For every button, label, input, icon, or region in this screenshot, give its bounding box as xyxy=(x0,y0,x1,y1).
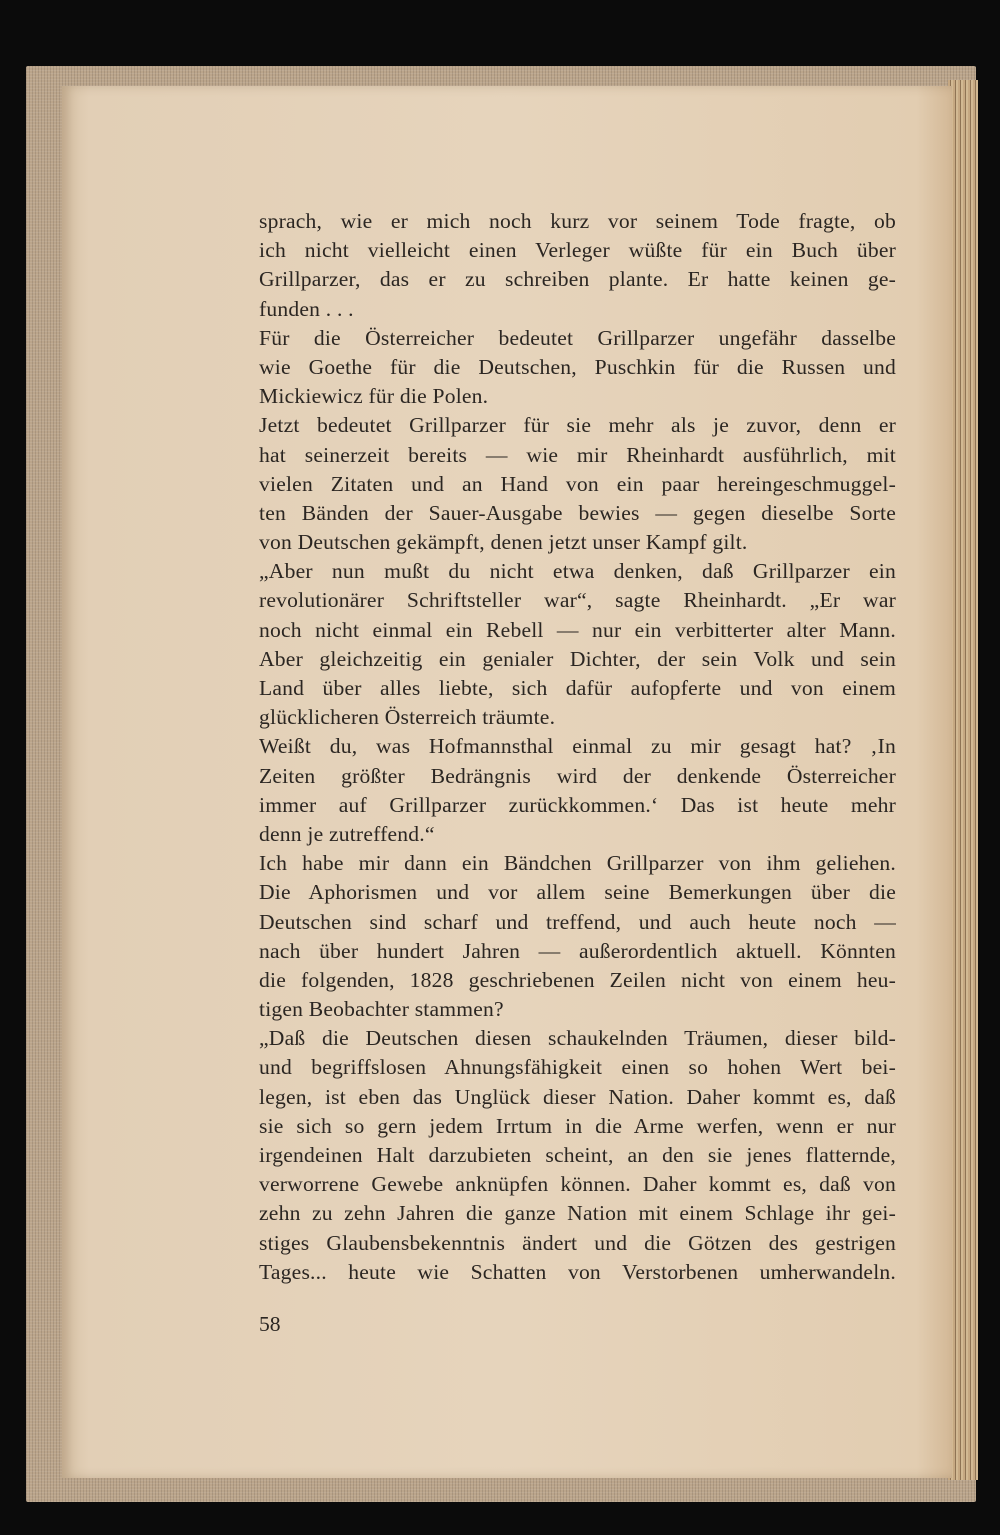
text-line: Deutschen sind scharf und treffend, und auch heute noch — xyxy=(259,909,896,934)
text-line: glücklicheren Österreich träumte. xyxy=(259,705,556,730)
body-text xyxy=(259,207,896,1287)
text-line: revolutionärer Schriftsteller war“, sagte Rheinhardt. „Er war xyxy=(259,588,896,613)
text-line: die folgenden, 1828 geschriebenen Zeilen nicht von einem heu- xyxy=(259,967,896,992)
text-line: funden . . . xyxy=(259,296,354,321)
text-line: hat seinerzeit bereits — wie mir Rheinhardt ausführlich, mit xyxy=(259,442,896,467)
text-line: Ich habe mir dann ein Bändchen Grillparzer von ihm geliehen. xyxy=(259,851,896,876)
text-line: Für die Österreicher bedeutet Grillparzer ungefähr dasselbe xyxy=(259,325,896,350)
text-line: Tages... heute wie Schatten von Verstorbenen umherwandeln. xyxy=(259,1259,896,1284)
text-line: und begriffslosen Ahnungsfähigkeit einen so hohen Wert bei- xyxy=(259,1055,896,1080)
text-line: verworrene Gewebe anknüpfen können. Daher kommt es, daß von xyxy=(259,1172,896,1197)
text-line: Jetzt bedeutet Grillparzer für sie mehr als je zuvor, denn er xyxy=(259,413,896,438)
text-line: irgendeinen Halt darzubieten scheint, an den sie jenes flatternde, xyxy=(259,1143,896,1167)
text-line: Die Aphorismen und vor allem seine Bemerkungen über die xyxy=(259,880,896,905)
text-line: Grillparzer, das er zu schreiben plante. Er hatte keinen ge- xyxy=(259,267,896,292)
text-line: noch nicht einmal ein Rebell — nur ein verbitterter alter Mann. xyxy=(259,617,896,642)
text-line: wie Goethe für die Deutschen, Puschkin für die Russen und xyxy=(259,354,896,379)
page-edges xyxy=(948,80,978,1480)
text-line: sprach, wie er mich noch kurz vor seinem Tode fragte, ob xyxy=(259,209,896,233)
text-line: ich nicht vielleicht einen Verleger wüßte für ein Buch über xyxy=(259,238,896,263)
text-line: ten Bänden der Sauer-Ausgabe bewies — gegen dieselbe Sorte xyxy=(259,500,896,525)
text-line: vielen Zitaten und an Hand von ein paar hereingeschmuggel- xyxy=(259,471,896,496)
text-line: legen, ist eben das Unglück dieser Nation. Daher kommt es, daß xyxy=(259,1084,896,1109)
text-line: stiges Glaubensbekenntnis ändert und die Götzen des gestrigen xyxy=(259,1230,896,1255)
text-line: „Daß die Deutschen diesen schaukelnden Träumen, dieser bild- xyxy=(259,1026,896,1051)
text-line: „Aber nun mußt du nicht etwa denken, daß Grillparzer ein xyxy=(259,559,896,584)
text-line: nach über hundert Jahren — außerordentlich aktuell. Könnten xyxy=(259,938,896,963)
text-line: Zeiten größter Bedrängnis wird der denkende Österreicher xyxy=(259,763,896,788)
text-line: denn je zutreffend.“ xyxy=(259,821,435,846)
text-line: zehn zu zehn Jahren die ganze Nation mit einem Schlage ihr gei- xyxy=(259,1201,896,1226)
text-line: tigen Beobachter stammen? xyxy=(259,997,504,1022)
text-line: sie sich so gern jedem Irrtum in die Arme werfen, wenn er nur xyxy=(259,1113,896,1138)
text-line: Aber gleichzeitig ein genialer Dichter, der sein Volk und sein xyxy=(259,646,896,671)
text-line: von Deutschen gekämpft, denen jetzt unser Kampf gilt. xyxy=(259,530,748,555)
text-line: Weißt du, was Hofmannsthal einmal zu mir gesagt hat? ‚In xyxy=(259,734,896,759)
text-line: Mickiewicz für die Polen. xyxy=(259,384,489,409)
text-line: immer auf Grillparzer zurückkommen.‘ Das ist heute mehr xyxy=(259,792,896,817)
text-line: Land über alles liebte, sich dafür aufopferte und von einem xyxy=(259,676,896,700)
page-number: 58 xyxy=(259,1312,281,1336)
